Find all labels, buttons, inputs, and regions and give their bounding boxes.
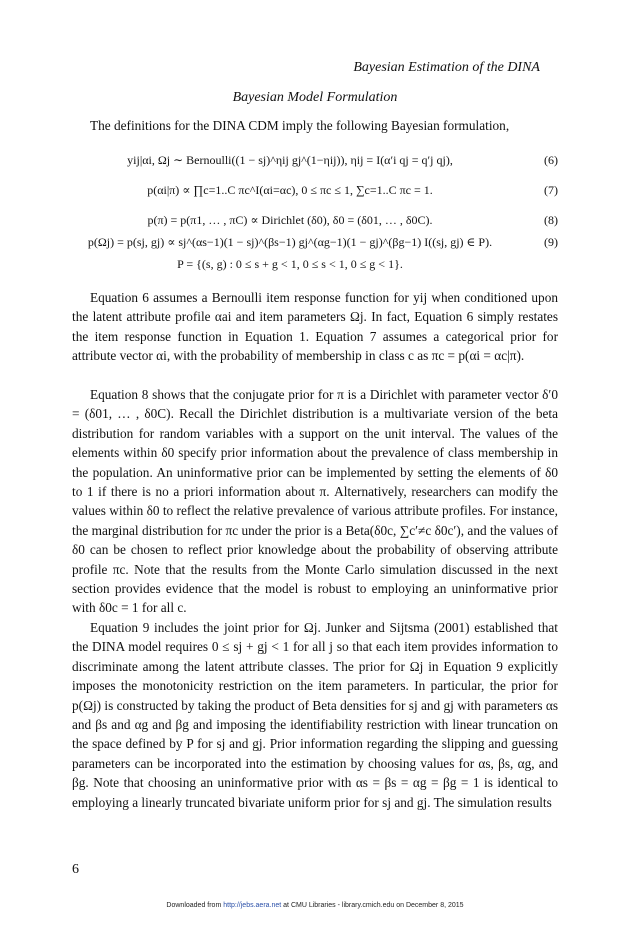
intro-paragraph: The definitions for the DINA CDM imply the following Bayesian formulation, <box>90 118 510 133</box>
footer-suffix: at CMU Libraries - library.cmich.edu on December 8, 2015 <box>281 902 464 909</box>
equation-9-number: (9) <box>544 235 558 249</box>
equation-7-body: p(αi|π) ∝ ∏c=1..C πc^I(αi=αc), 0 ≤ πc ≤ 1, ∑c=1..C πc = 1. <box>147 183 433 197</box>
equation-7-number: (7) <box>544 183 558 197</box>
paragraph-equation-9: Equation 9 includes the joint prior for Ωj. Junker and Sijtsma (2001) established that the DINA model requires 0 ≤ sj + gj < 1 for all j so that each item provides information to discriminate among the latent attribute classes. The prior for Ωj in Equation 9 explicitly imposes the monotonicity restriction on the item parameters. In particular, the prior for p(Ωj) is constructed by taking the product of Beta densities for sj and gj with parameters αs and βs and αg and βg and imposing the identifiability restriction with linear truncation on the space defined by P for sj and gj. Prior information regarding the slipping and guessing parameters can be incorporated into the estimation by choosing values for αs, βs, αg, and βg. Note that choosing an uninformative prior with αs = βs = αg = βg = 1 is identical to employing a linearly truncated bivariate uniform prior for sj and gj. The simulation results <box>72 620 558 810</box>
equation-8-number: (8) <box>544 213 558 227</box>
equation-6-body: yij|αi, Ωj ∼ Bernoulli((1 − sj)^ηij gj^(1−ηij)), ηij = I(α′i qj = q′j qj), <box>127 153 453 167</box>
equation-8 <box>72 210 558 230</box>
equation-set-p-body: P = {(s, g) : 0 ≤ s + g < 1, 0 ≤ s < 1, 0 ≤ g < 1}. <box>177 257 403 271</box>
equation-6 <box>72 150 558 170</box>
paragraph-equation-6: Equation 6 assumes a Bernoulli item response function for yij when conditioned upon the latent attribute profile αai and item parameters Ωj. In fact, Equation 6 simply restates the item response function in Equation 1. Equation 7 assumes a categorical prior for attribute vector αi, with the probability of membership in class c as πc = p(αi = αc|π). <box>72 290 558 364</box>
footer-link[interactable]: http://jebs.aera.net <box>223 902 282 909</box>
footer-prefix: Downloaded from <box>166 902 224 909</box>
section-title: Bayesian Model Formulation <box>232 90 398 105</box>
equation-set-p <box>72 254 558 274</box>
equation-6-number: (6) <box>544 153 558 167</box>
equation-9 <box>72 232 558 252</box>
download-footer <box>0 902 630 909</box>
equation-7 <box>72 180 558 200</box>
equation-8-body: p(π) = p(π1, … , πC) ∝ Dirichlet (δ0), δ0 = (δ01, … , δ0C). <box>147 213 433 227</box>
running-head: Bayesian Estimation of the DINA <box>353 60 540 75</box>
page-number: 6 <box>72 862 79 877</box>
equation-9-body: p(Ωj) = p(sj, gj) ∝ sj^(αs−1)(1 − sj)^(βs−1) gj^(αg−1)(1 − gj)^(βg−1) I((sj, gj) ∈ P). <box>87 235 493 249</box>
paragraph-equation-8: Equation 8 shows that the conjugate prior for π is a Dirichlet with parameter vector δ′0 = (δ01, … , δ0C). Recall the Dirichlet distribution is a multivariate version of the beta distribution for random variables with a support on the unit interval. The values of the elements within δ0 specify prior information about the prevalence of class membership in the population. An uninformative prior can be implemented by setting the elements of δ0 to 1 if there is no a priori information about π. Alternatively, researchers can modify the values within δ0 to reflect the relative prevalence of various attribute profiles. For instance, the marginal distribution for πc under the prior is a Beta(δ0c, ∑c′≠c δ0c′), and the values of δ0 can be chosen to reflect prior knowledge about the probability of observing attribute profile πc. Note that the results from the Monte Carlo simulation discussed in the next section provides evidence that the model is robust to employing an uninformative prior with δ0c = 1 for all c. <box>72 387 558 616</box>
